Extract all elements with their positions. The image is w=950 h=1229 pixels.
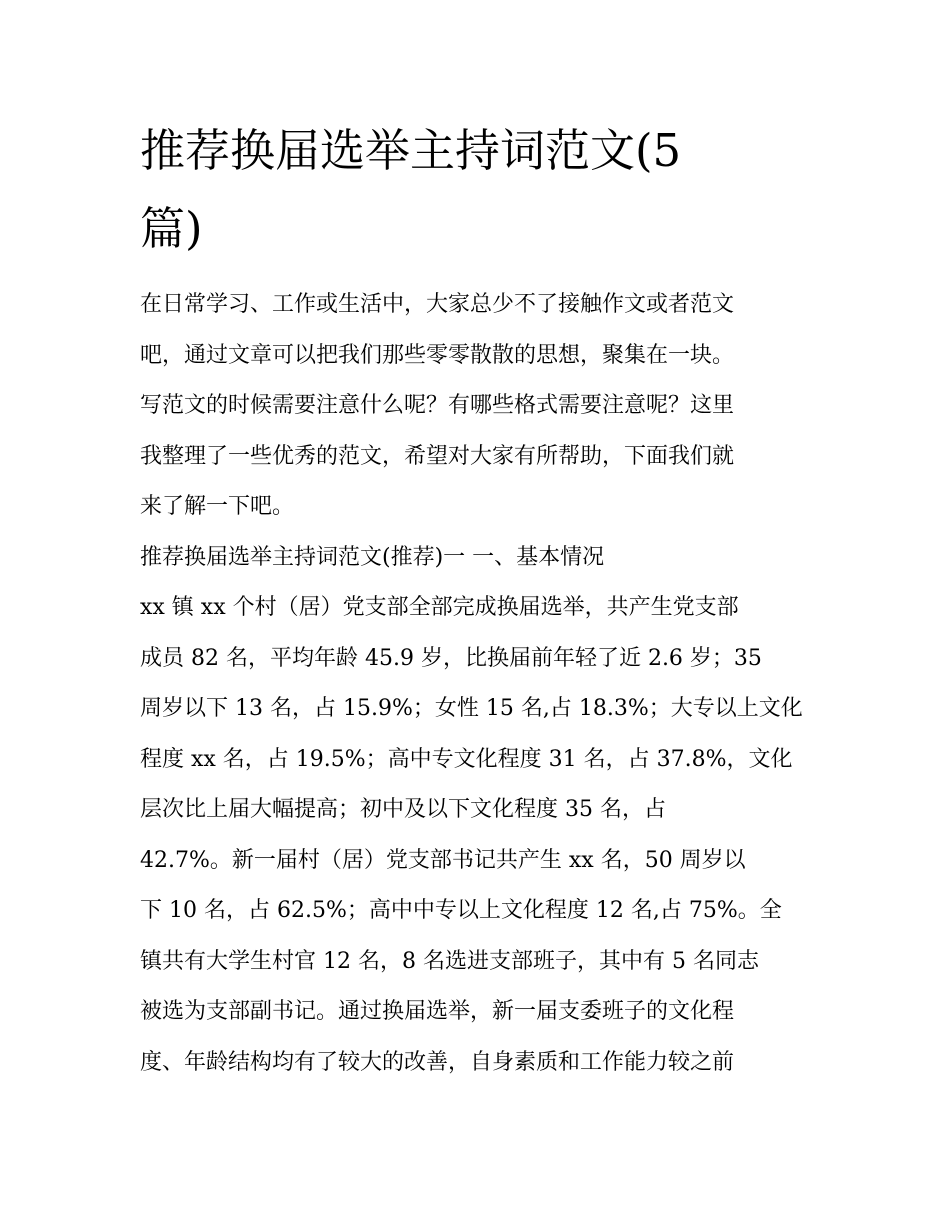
body-line: 周岁以下 13 名，占 15.9%；女性 15 名,占 18.3%；大专以上文化 xyxy=(140,696,803,721)
body-line: 镇共有大学生村官 12 名，8 名选进支部班子，其中有 5 名同志 xyxy=(140,948,759,974)
body-line: 度、年龄结构均有了较大的改善，自身素质和工作能力较之前 xyxy=(140,1049,735,1075)
body-line: 成员 82 名，平均年龄 45.9 岁，比换届前年轻了近 2.6 岁；35 xyxy=(140,645,762,671)
title-line-2: 篇) xyxy=(140,202,203,255)
body-line: 层次比上届大幅提高；初中及以下文化程度 35 名，占 xyxy=(140,797,666,822)
section-heading: 推荐换届选举主持词范文(推荐)一 一、基本情况 xyxy=(140,544,605,570)
body-line: 被选为支部副书记。通过换届选举，新一届支委班子的文化程 xyxy=(140,999,735,1024)
body-line: 下 10 名，占 62.5%；高中中专以上文化程度 12 名,占 75%。全 xyxy=(140,898,782,923)
body-line: 我整理了一些优秀的范文，希望对大家有所帮助，下面我们就 xyxy=(140,443,735,469)
document-body xyxy=(140,280,820,1088)
title-line-1: 推荐换届选举主持词范文(5 xyxy=(140,124,682,177)
body-line: 写范文的时候需要注意什么呢？有哪些格式需要注意呢？这里 xyxy=(140,393,735,418)
body-line: 吧，通过文章可以把我们那些零零散散的思想，聚集在一块。 xyxy=(140,342,735,368)
body-line: 在日常学习、工作或生活中，大家总少不了接触作文或者范文 xyxy=(140,292,735,317)
document-title xyxy=(140,112,820,268)
body-line: 来了解一下吧。 xyxy=(140,494,295,519)
body-line: 程度 xx 名，占 19.5%；高中专文化程度 31 名，占 37.8%，文化 xyxy=(140,746,793,772)
body-line: 42.7%。新一届村（居）党支部书记共产生 xx 名，50 周岁以 xyxy=(140,847,746,873)
body-line: xx 镇 xx 个村（居）党支部全部完成换届选举，共产生党支部 xyxy=(140,595,739,620)
